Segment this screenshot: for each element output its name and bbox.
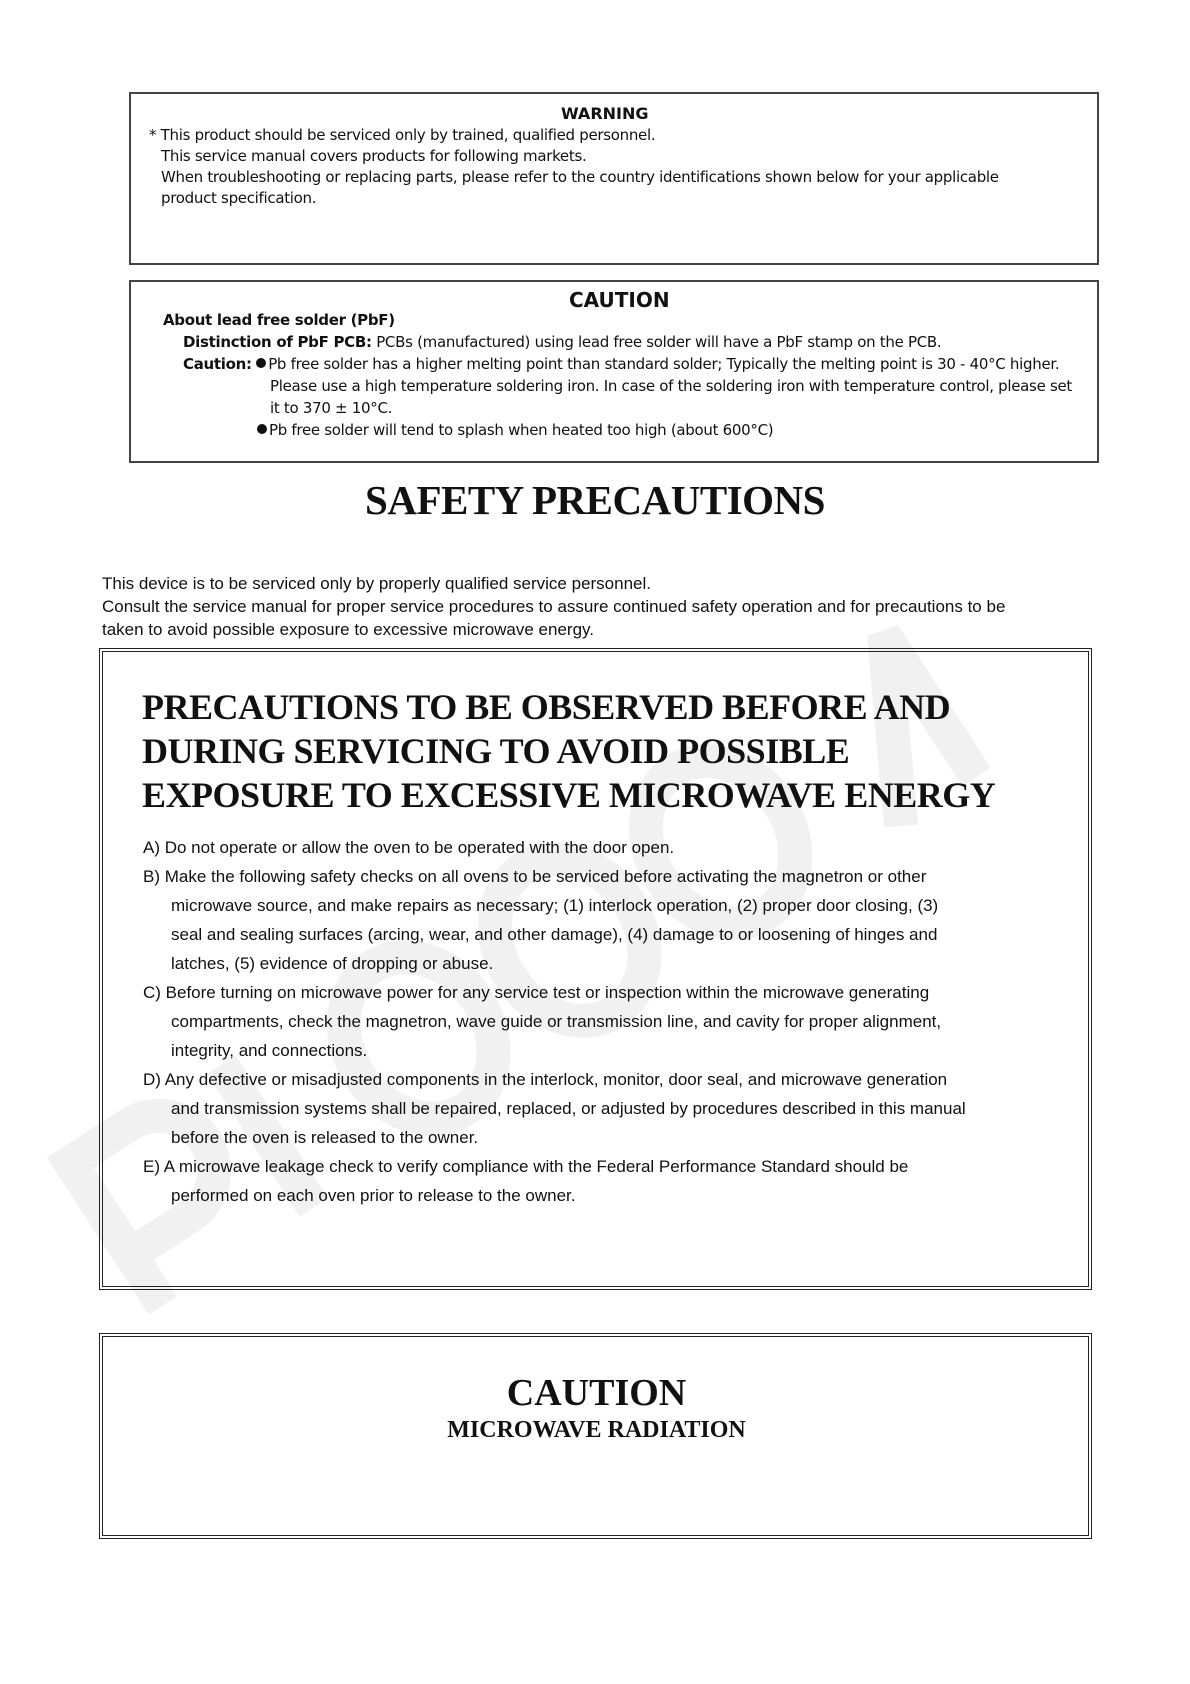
precautions-heading-line: DURING SERVICING TO AVOID POSSIBLE <box>142 731 850 771</box>
pbf-caution-label: Caution: <box>183 355 252 373</box>
precaution-item-d-cont: and transmission systems shall be repaired, replaced, or adjusted by procedures described in this manual <box>171 1099 966 1118</box>
caution-pbf-box <box>129 280 1099 463</box>
warning-title: WARNING <box>561 104 649 123</box>
precaution-item-c: C) Before turning on microwave power for any service test or inspection within the microwave generating <box>143 983 930 1002</box>
precaution-item-c-cont: compartments, check the magnetron, wave guide or transmission line, and cavity for proper alignment, <box>171 1012 942 1031</box>
precaution-item-b-cont: seal and sealing surfaces (arcing, wear, and other damage), (4) damage to or loosening of hinges and <box>171 925 938 944</box>
warning-line: This service manual covers products for following markets. <box>161 147 587 165</box>
pbf-bullet-text: Pb free solder will tend to splash when heated too high (about 600°C) <box>269 421 774 439</box>
pbf-distinction-line <box>183 333 941 351</box>
caution-pbf-title: CAUTION <box>569 288 670 312</box>
warning-line: * This product should be serviced only by trained, qualified personnel. <box>149 126 656 144</box>
intro-line: Consult the service manual for proper service procedures to assure continued safety operation and for precautions to be <box>102 597 1006 616</box>
intro-line: This device is to be serviced only by properly qualified service personnel. <box>102 574 651 593</box>
precaution-item-b-cont: latches, (5) evidence of dropping or abuse. <box>171 954 494 973</box>
caution-microwave-subtitle: MICROWAVE RADIATION <box>447 1417 746 1443</box>
pbf-bullet-text: it to 370 ± 10°C. <box>270 399 393 417</box>
page-title: SAFETY PRECAUTIONS <box>365 477 825 523</box>
bullet-icon <box>256 358 266 368</box>
warning-box <box>129 92 1099 265</box>
warning-line: When troubleshooting or replacing parts, please refer to the country identifications shown below for your applicable <box>161 168 999 186</box>
precautions-box <box>99 648 1092 1290</box>
warning-line: product specification. <box>161 189 317 207</box>
precaution-item-d-cont: before the oven is released to the owner. <box>171 1128 479 1147</box>
precaution-item-c-cont: integrity, and connections. <box>171 1041 368 1060</box>
pbf-bullet-text: Pb free solder has a higher melting point than standard solder; Typically the melting point is 30 - 40°C higher. <box>268 355 1060 373</box>
bullet-icon <box>257 424 267 434</box>
pbf-distinction-text: PCBs (manufactured) using lead free solder will have a PbF stamp on the PCB. <box>376 333 942 351</box>
precaution-item-b-cont: microwave source, and make repairs as necessary; (1) interlock operation, (2) proper door closing, (3) <box>171 896 939 915</box>
pbf-distinction-label: Distinction of PbF PCB: <box>183 333 372 351</box>
pbf-bullet-line <box>257 421 773 439</box>
precaution-item-b: B) Make the following safety checks on all ovens to be serviced before activating the magnetron or other <box>143 867 927 886</box>
precautions-heading-line: PRECAUTIONS TO BE OBSERVED BEFORE AND <box>142 687 951 727</box>
precaution-item-d: D) Any defective or misadjusted components in the interlock, monitor, door seal, and microwave generation <box>143 1070 948 1089</box>
precautions-heading <box>142 685 1062 817</box>
pbf-caution-line <box>183 355 1059 373</box>
precaution-item-e: E) A microwave leakage check to verify compliance with the Federal Performance Standard should be <box>143 1157 909 1176</box>
precaution-item-a: A) Do not operate or allow the oven to be operated with the door open. <box>143 838 675 857</box>
precautions-heading-line: EXPOSURE TO EXCESSIVE MICROWAVE ENERGY <box>142 775 996 815</box>
caution-microwave-title: CAUTION <box>506 1372 687 1414</box>
caution-microwave-box <box>99 1333 1092 1539</box>
pbf-about-heading: About lead free solder (PbF) <box>163 311 395 329</box>
pbf-bullet-text: Please use a high temperature soldering iron. In case of the soldering iron with temperature control, please set <box>270 377 1072 395</box>
intro-line: taken to avoid possible exposure to excessive microwave energy. <box>102 620 594 639</box>
precaution-item-e-cont: performed on each oven prior to release to the owner. <box>171 1186 576 1205</box>
